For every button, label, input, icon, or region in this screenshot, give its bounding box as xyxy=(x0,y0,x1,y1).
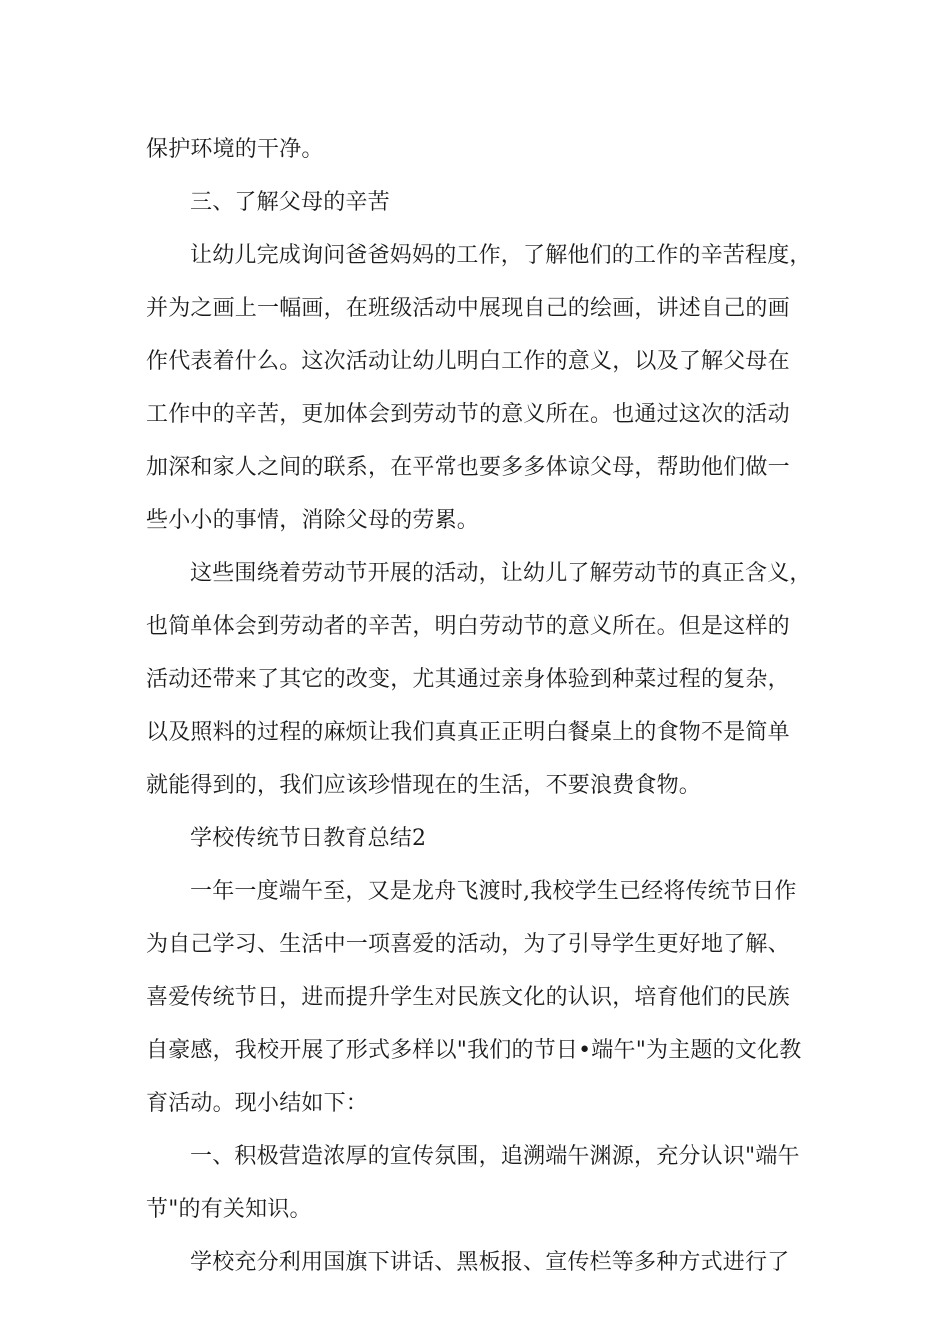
text-line: 作代表着什么。这次活动让幼儿明白工作的意义，以及了解父母在 xyxy=(146,349,790,374)
text-line: 这些围绕着劳动节开展的活动，让幼儿了解劳动节的真正含义， xyxy=(190,561,812,586)
text-line: 就能得到的，我们应该珍惜现在的生活，不要浪费食物。 xyxy=(146,773,702,798)
text-line: 自豪感，我校开展了形式多样以"我们的节日•端午"为主题的文化教 xyxy=(146,1038,802,1063)
text-line: 并为之画上一幅画，在班级活动中展现自己的绘画，讲述自己的画 xyxy=(146,296,790,321)
text-line: 为自己学习、生活中一项喜爱的活动，为了引导学生更好地了解、 xyxy=(146,932,790,957)
text-line: 保护环境的干净。 xyxy=(146,137,324,162)
text-line: 些小小的事情，消除父母的劳累。 xyxy=(146,508,480,533)
text-line: 加深和家人之间的联系，在平常也要多多体谅父母，帮助他们做一 xyxy=(146,455,790,480)
text-line: 一年一度端午至，又是龙舟飞渡时,我校学生已经将传统节日作 xyxy=(190,879,797,904)
text-line: 节"的有关知识。 xyxy=(146,1197,312,1222)
text-line: 活动还带来了其它的改变，尤其通过亲身体验到种菜过程的复杂， xyxy=(146,667,790,692)
text-line: 学校充分利用国旗下讲话、黑板报、宣传栏等多种方式进行了 xyxy=(190,1250,790,1275)
text-line: 工作中的辛苦，更加体会到劳动节的意义所在。也通过这次的活动 xyxy=(146,402,790,427)
section-heading: 三、了解父母的辛苦 xyxy=(190,190,390,215)
text-line: 以及照料的过程的麻烦让我们真真正正明白餐桌上的食物不是简单 xyxy=(146,720,790,745)
text-line: 育活动。现小结如下： xyxy=(146,1091,369,1116)
text-line: 也简单体会到劳动者的辛苦，明白劳动节的意义所在。但是这样的 xyxy=(146,614,790,639)
text-line: 喜爱传统节日，进而提升学生对民族文化的认识，培育他们的民族 xyxy=(146,985,790,1010)
section-title: 学校传统节日教育总结2 xyxy=(190,826,427,851)
section-heading: 一、积极营造浓厚的宣传氛围，追溯端午渊源，充分认识"端午 xyxy=(190,1144,800,1169)
text-line: 让幼儿完成询问爸爸妈妈的工作，了解他们的工作的辛苦程度， xyxy=(190,243,812,268)
